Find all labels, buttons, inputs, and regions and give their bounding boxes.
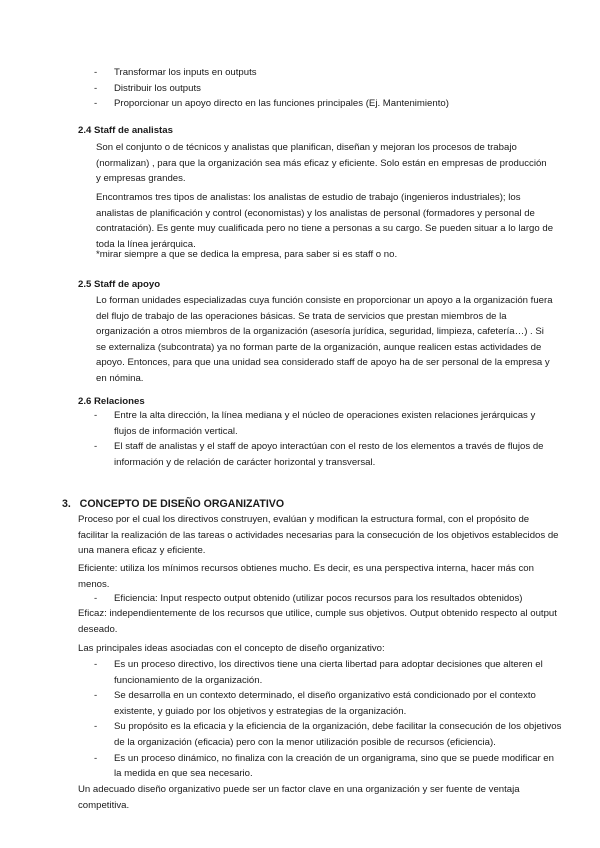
definition-eficaz: Eficaz: independientemente de los recursos que utilice, cumple sus objetivos. Output obtenido respecto al output deseado. xyxy=(78,608,557,635)
section-heading-2-6: 2.6 Relaciones xyxy=(78,396,145,407)
list-item: - Eficiencia: Input respecto output obtenido (utilizar pocos recursos para los resultados obtenidos) xyxy=(114,591,564,607)
paragraph: Proceso por el cual los directivos construyen, evalúan y modifican la estructura formal, con el propósito de facilitar la realización de las tareas o actividades necesarias para la consecución de los objetivos establecidos de una manera eficaz y eficiente. xyxy=(78,514,559,557)
list-item: - Se desarrolla en un contexto determinado, el diseño organizativo está condicionado por el contexto existente, y guiado por los objetivos y estrategias de la organización. xyxy=(114,688,562,719)
closing-paragraph: Un adecuado diseño organizativo puede ser un factor clave en una organización y ser fuente de ventaja competitiva. xyxy=(78,784,520,811)
top-list xyxy=(114,65,564,112)
relations-list xyxy=(114,408,559,470)
list-item: - Proporcionar un apoyo directo en las funciones principales (Ej. Mantenimiento) xyxy=(114,96,564,112)
eficiencia-list xyxy=(114,591,564,607)
section-heading-2-5: 2.5 Staff de apoyo xyxy=(78,279,161,290)
paragraph: Encontramos tres tipos de analistas: los analistas de estudio de trabajo (ingenieros industriales); los analistas de planificación y control (economistas) y los analistas de personal (formadores y personal de contratación). Es gente muy cualificada pero no tiene a personas a su cargo. Se pueden situar a lo largo de toda la línea jerárquica. xyxy=(96,192,554,250)
paragraph: Las principales ideas asociadas con el concepto de diseño organizativo: xyxy=(78,643,385,654)
definition-eficiente: Eficiente: utiliza los mínimos recursos obtienes mucho. Es decir, es una perspectiva interna, hacer más con menos. xyxy=(78,563,534,590)
note: *mirar siempre a que se dedica la empresa, para saber si es staff o no. xyxy=(96,249,398,260)
list-item: - Es un proceso directivo, los directivos tiene una cierta libertad para adoptar decisiones que alteren el funcionamiento de la organización. xyxy=(114,657,562,688)
paragraph: Son el conjunto o de técnicos y analistas que planifican, diseñan y mejoran los procesos de trabajo (normalizan) , para que la organización sea más eficaz y eficiente. Solo están en empresas de producción y empresas grandes. xyxy=(96,142,547,185)
list-item: - Distribuir los outputs xyxy=(114,81,564,97)
paragraph: Lo forman unidades especializadas cuya función consiste en proporcionar un apoyo a la organización fuera del flujo de trabajo de las operaciones básicas. Se trata de servicios que prestan miembros de la organización a otros miembros de la organización (asesoría jurídica, seguridad, limpieza, cafetería…) . Si se externaliza (subcontrata) ya no forman parte de la organización, aunque realicen estas actividades de apoyo. Entonces, para que una unidad sea considerado staff de apoyo ha de ser personal de la empresa y en nómina. xyxy=(96,295,553,384)
section-heading-3: 3. CONCEPTO DE DISEÑO ORGANIZATIVO xyxy=(62,498,285,510)
list-item: - Transformar los inputs en outputs xyxy=(114,65,564,81)
section-heading-2-4: 2.4 Staff de analistas xyxy=(78,125,173,136)
list-item: - El staff de analistas y el staff de apoyo interactúan con el resto de los elementos a través de flujos de información y de relación de carácter horizontal y transversal. xyxy=(114,439,559,470)
ideas-list xyxy=(114,657,562,782)
list-item: - Su propósito es la eficacia y la eficiencia de la organización, debe facilitar la consecución de los objetivos de la organización (eficacia) pero con la menor utilización posible de recursos (eficiencia). xyxy=(114,719,562,750)
list-item: - Entre la alta dirección, la línea mediana y el núcleo de operaciones existen relaciones jerárquicas y flujos de información vertical. xyxy=(114,408,559,439)
list-item: - Es un proceso dinámico, no finaliza con la creación de un organigrama, sino que se puede modificar en la medida en que sea necesario. xyxy=(114,751,562,782)
